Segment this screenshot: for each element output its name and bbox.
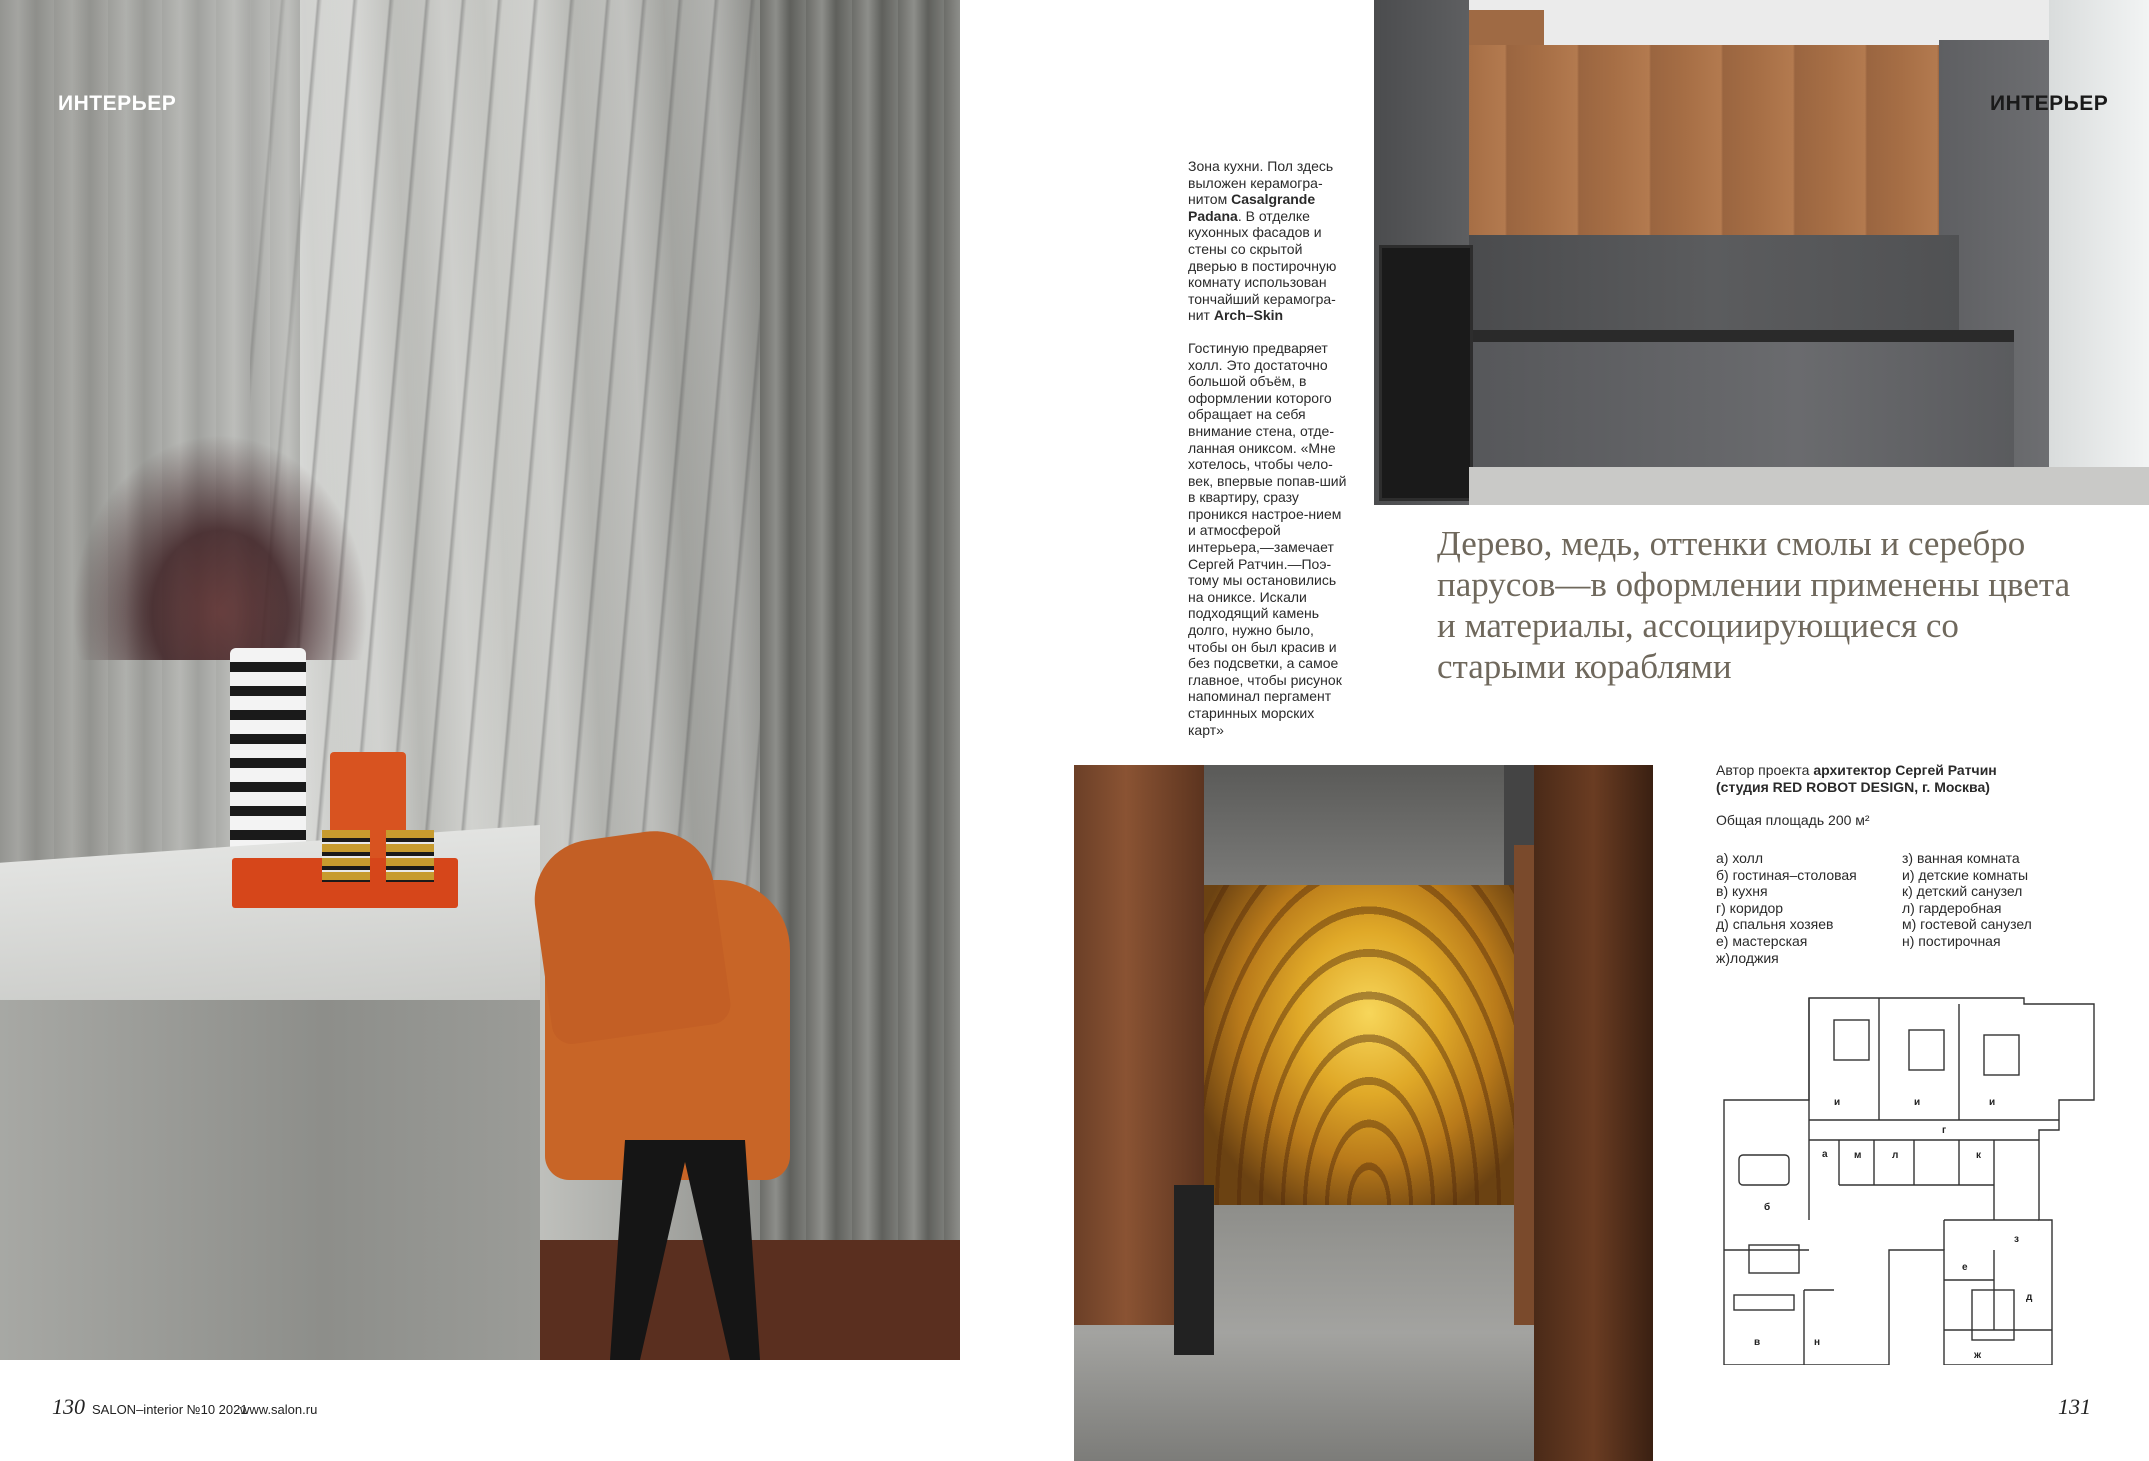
caption-column — [1188, 158, 1348, 754]
floor-plan — [1714, 990, 2110, 1365]
caption-brand: Arch–Skin — [1213, 307, 1284, 324]
plan-label: в — [1754, 1337, 1761, 1348]
bed — [1834, 1020, 1869, 1060]
bed — [1984, 1035, 2019, 1075]
oven — [1379, 245, 1473, 501]
stone-lower-cabinets — [1469, 342, 2014, 467]
plan-labels — [1754, 1097, 2033, 1361]
stone-backsplash — [1469, 235, 1959, 335]
kitchen-photo — [1374, 0, 2149, 505]
legend-item: н) постирочная — [1902, 932, 2001, 949]
legend-item: м) гостевой санузел — [1902, 916, 2032, 933]
plan-label: г — [1942, 1125, 1947, 1136]
studio-name: (студия RED ROBOT DESIGN, г. Москва) — [1716, 778, 1990, 795]
corridor-photo — [1074, 765, 1653, 1461]
plan-label: ж — [1974, 1350, 1982, 1361]
section-label-right: ИНТЕРЬЕР — [1990, 92, 2109, 115]
bar-stool — [527, 823, 733, 1046]
section-label-left: ИНТЕРЬЕР — [58, 92, 177, 115]
author-prefix: Автор проекта — [1716, 762, 1814, 778]
kitchen-floor — [1469, 467, 2149, 505]
wood-door — [1534, 765, 1653, 1461]
corridor-ceiling — [1204, 765, 1504, 885]
plan-legend-left — [1716, 850, 1857, 966]
onyx-pattern — [1204, 885, 1534, 1205]
plan-label: и — [1834, 1097, 1841, 1108]
legend-item: г) коридор — [1716, 899, 1784, 916]
legend-item: в) кухня — [1716, 883, 1768, 900]
plan-label: л — [1892, 1150, 1899, 1161]
author-name: архитектор Сергей Ратчин — [1813, 762, 1997, 778]
legend-item: к) детский санузел — [1902, 883, 2023, 900]
website-link[interactable]: www.salon.ru — [240, 1402, 318, 1417]
pull-quote: Дерево, медь, оттенки смолы и серебро парусов—в оформлении применены цвета и материалы, ассоциирующиеся со старыми кораблями — [1437, 524, 2071, 686]
caption-text: . В отделке кухонных фасадов и стены со скрытой дверью в постирочную комнату использован тончайший керамогра-нит — [1188, 207, 1337, 324]
dining-table — [1749, 1245, 1799, 1273]
author-line — [1716, 762, 2136, 779]
bed — [1972, 1290, 2014, 1340]
wood-upper-cabinets — [1469, 45, 1942, 235]
marble-counter-front — [0, 1000, 540, 1360]
legend-item: з) ванная комната — [1902, 850, 2020, 866]
floor-plan-drawing — [1714, 990, 2110, 1365]
legend-item: л) гардеробная — [1902, 899, 2002, 916]
bed — [1909, 1030, 1944, 1070]
legend-item: ж)лоджия — [1716, 949, 1779, 966]
legend-item: б) гостиная–столовая — [1716, 866, 1857, 883]
plan-label: к — [1976, 1150, 1982, 1161]
legend-item: а) холл — [1716, 850, 1763, 866]
legend-item: д) спальня хозяев — [1716, 916, 1834, 933]
eucalyptus-branches — [60, 420, 380, 660]
legend-item: и) детские комнаты — [1902, 866, 2029, 883]
kitchen-unit — [1734, 1295, 1794, 1310]
caption-text: Зона кухни. Пол здесь выложен керамогра-нитом — [1188, 158, 1334, 208]
left-page-photo — [0, 0, 960, 1360]
kitchen-countertop — [1469, 330, 2014, 342]
gold-glass — [386, 830, 434, 882]
caption-brand: Casalgrande Padana — [1188, 191, 1316, 224]
plan-label: е — [1962, 1262, 1968, 1273]
plan-label: а — [1822, 1149, 1828, 1160]
total-area: Общая площадь 200 м² — [1716, 812, 1870, 828]
plan-label: м — [1854, 1150, 1862, 1161]
dark-panel — [1174, 1185, 1214, 1355]
plan-label: д — [2026, 1292, 2033, 1303]
plan-label: б — [1764, 1202, 1771, 1213]
magazine-issue: SALON–interior №10 2021 — [92, 1402, 248, 1417]
striped-vase — [230, 648, 306, 863]
legend-item: е) мастерская — [1716, 932, 1808, 949]
plan-label: н — [1814, 1337, 1821, 1348]
page-number-left: 130 — [52, 1394, 85, 1419]
page-number-right: 131 — [2058, 1394, 2091, 1419]
plan-walls — [1724, 998, 2094, 1365]
plan-label: и — [1989, 1097, 1996, 1108]
plan-legend-right — [1902, 850, 2032, 950]
plan-label: з — [2014, 1234, 2019, 1245]
plan-label: и — [1914, 1097, 1921, 1108]
curtain-right — [760, 0, 960, 1280]
body-text: Гостиную предваряет холл. Это достаточно большой объём, в оформлении которого обращает на себя внимание стена, отде-ланная ониксом. «Мне хотелось, чтобы чело-век, впервые попав-ший в квартиру, сразу проникся настрое-нием и атмосферой интерьера,—замечает Сергей Ратчин.—Поэ-тому мы остановились на ониксе. Искали подходящий камень долго, нужно было, чтобы он был красив и без подсветки, а самое главное, чтобы рисунок напоминал пергамент старинных морских карт» — [1188, 339, 1347, 738]
kitchen-caption — [1188, 158, 1348, 324]
project-credits — [1716, 762, 2136, 795]
sofa — [1739, 1155, 1789, 1185]
window-curtain — [2049, 0, 2149, 470]
gold-glass — [322, 830, 370, 882]
